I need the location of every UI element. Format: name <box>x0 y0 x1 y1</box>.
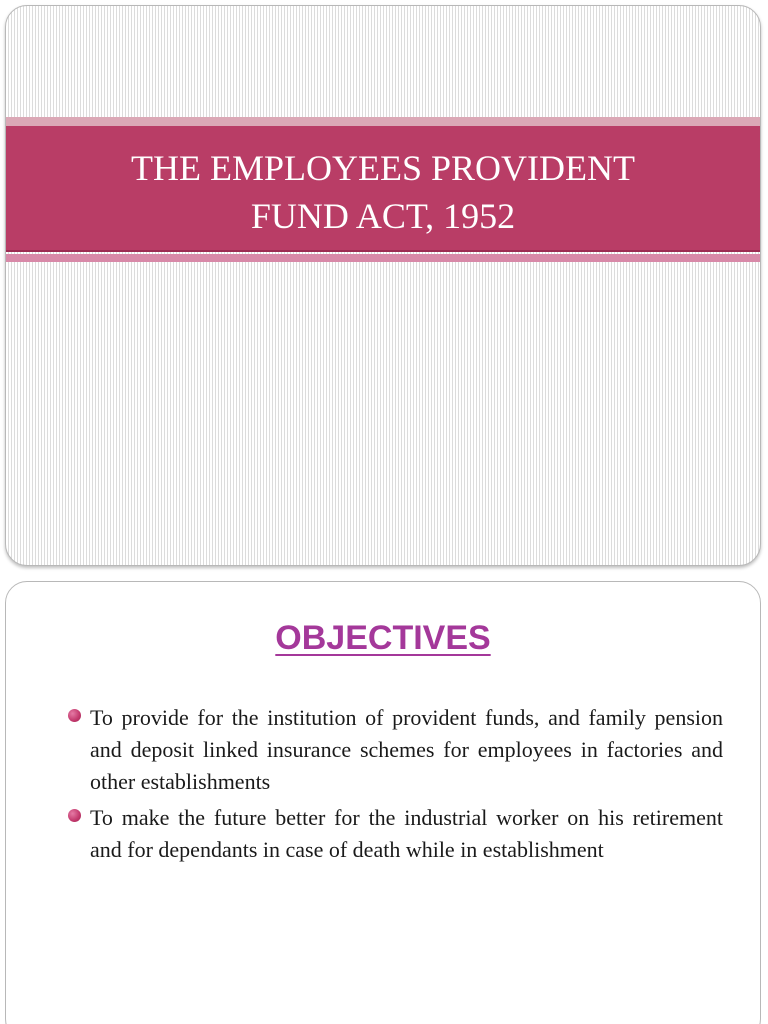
bullet-dot-icon <box>68 709 81 722</box>
title-band-top-stripe <box>6 117 760 126</box>
title-band-bottom-stripe <box>6 254 760 262</box>
bullet-text: To provide for the institution of provident funds, and family pension and deposit linked insurance schemes for employees in factories and other establishments <box>90 705 723 794</box>
list-item <box>66 802 723 866</box>
slide-title-line-1: THE EMPLOYEES PROVIDENT <box>131 148 635 188</box>
objectives-heading: OBJECTIVES <box>275 619 491 657</box>
title-slide <box>5 5 761 566</box>
list-item <box>66 702 723 798</box>
objectives-list <box>66 702 723 870</box>
slide-title-line-2: FUND ACT, 1952 <box>250 196 516 236</box>
bullet-text: To make the future better for the industrial worker on his retirement and for dependants in case of death while in establishment <box>90 805 723 862</box>
objectives-slide <box>5 581 761 1024</box>
slide-title <box>6 144 760 240</box>
bullet-dot-icon <box>68 809 81 822</box>
